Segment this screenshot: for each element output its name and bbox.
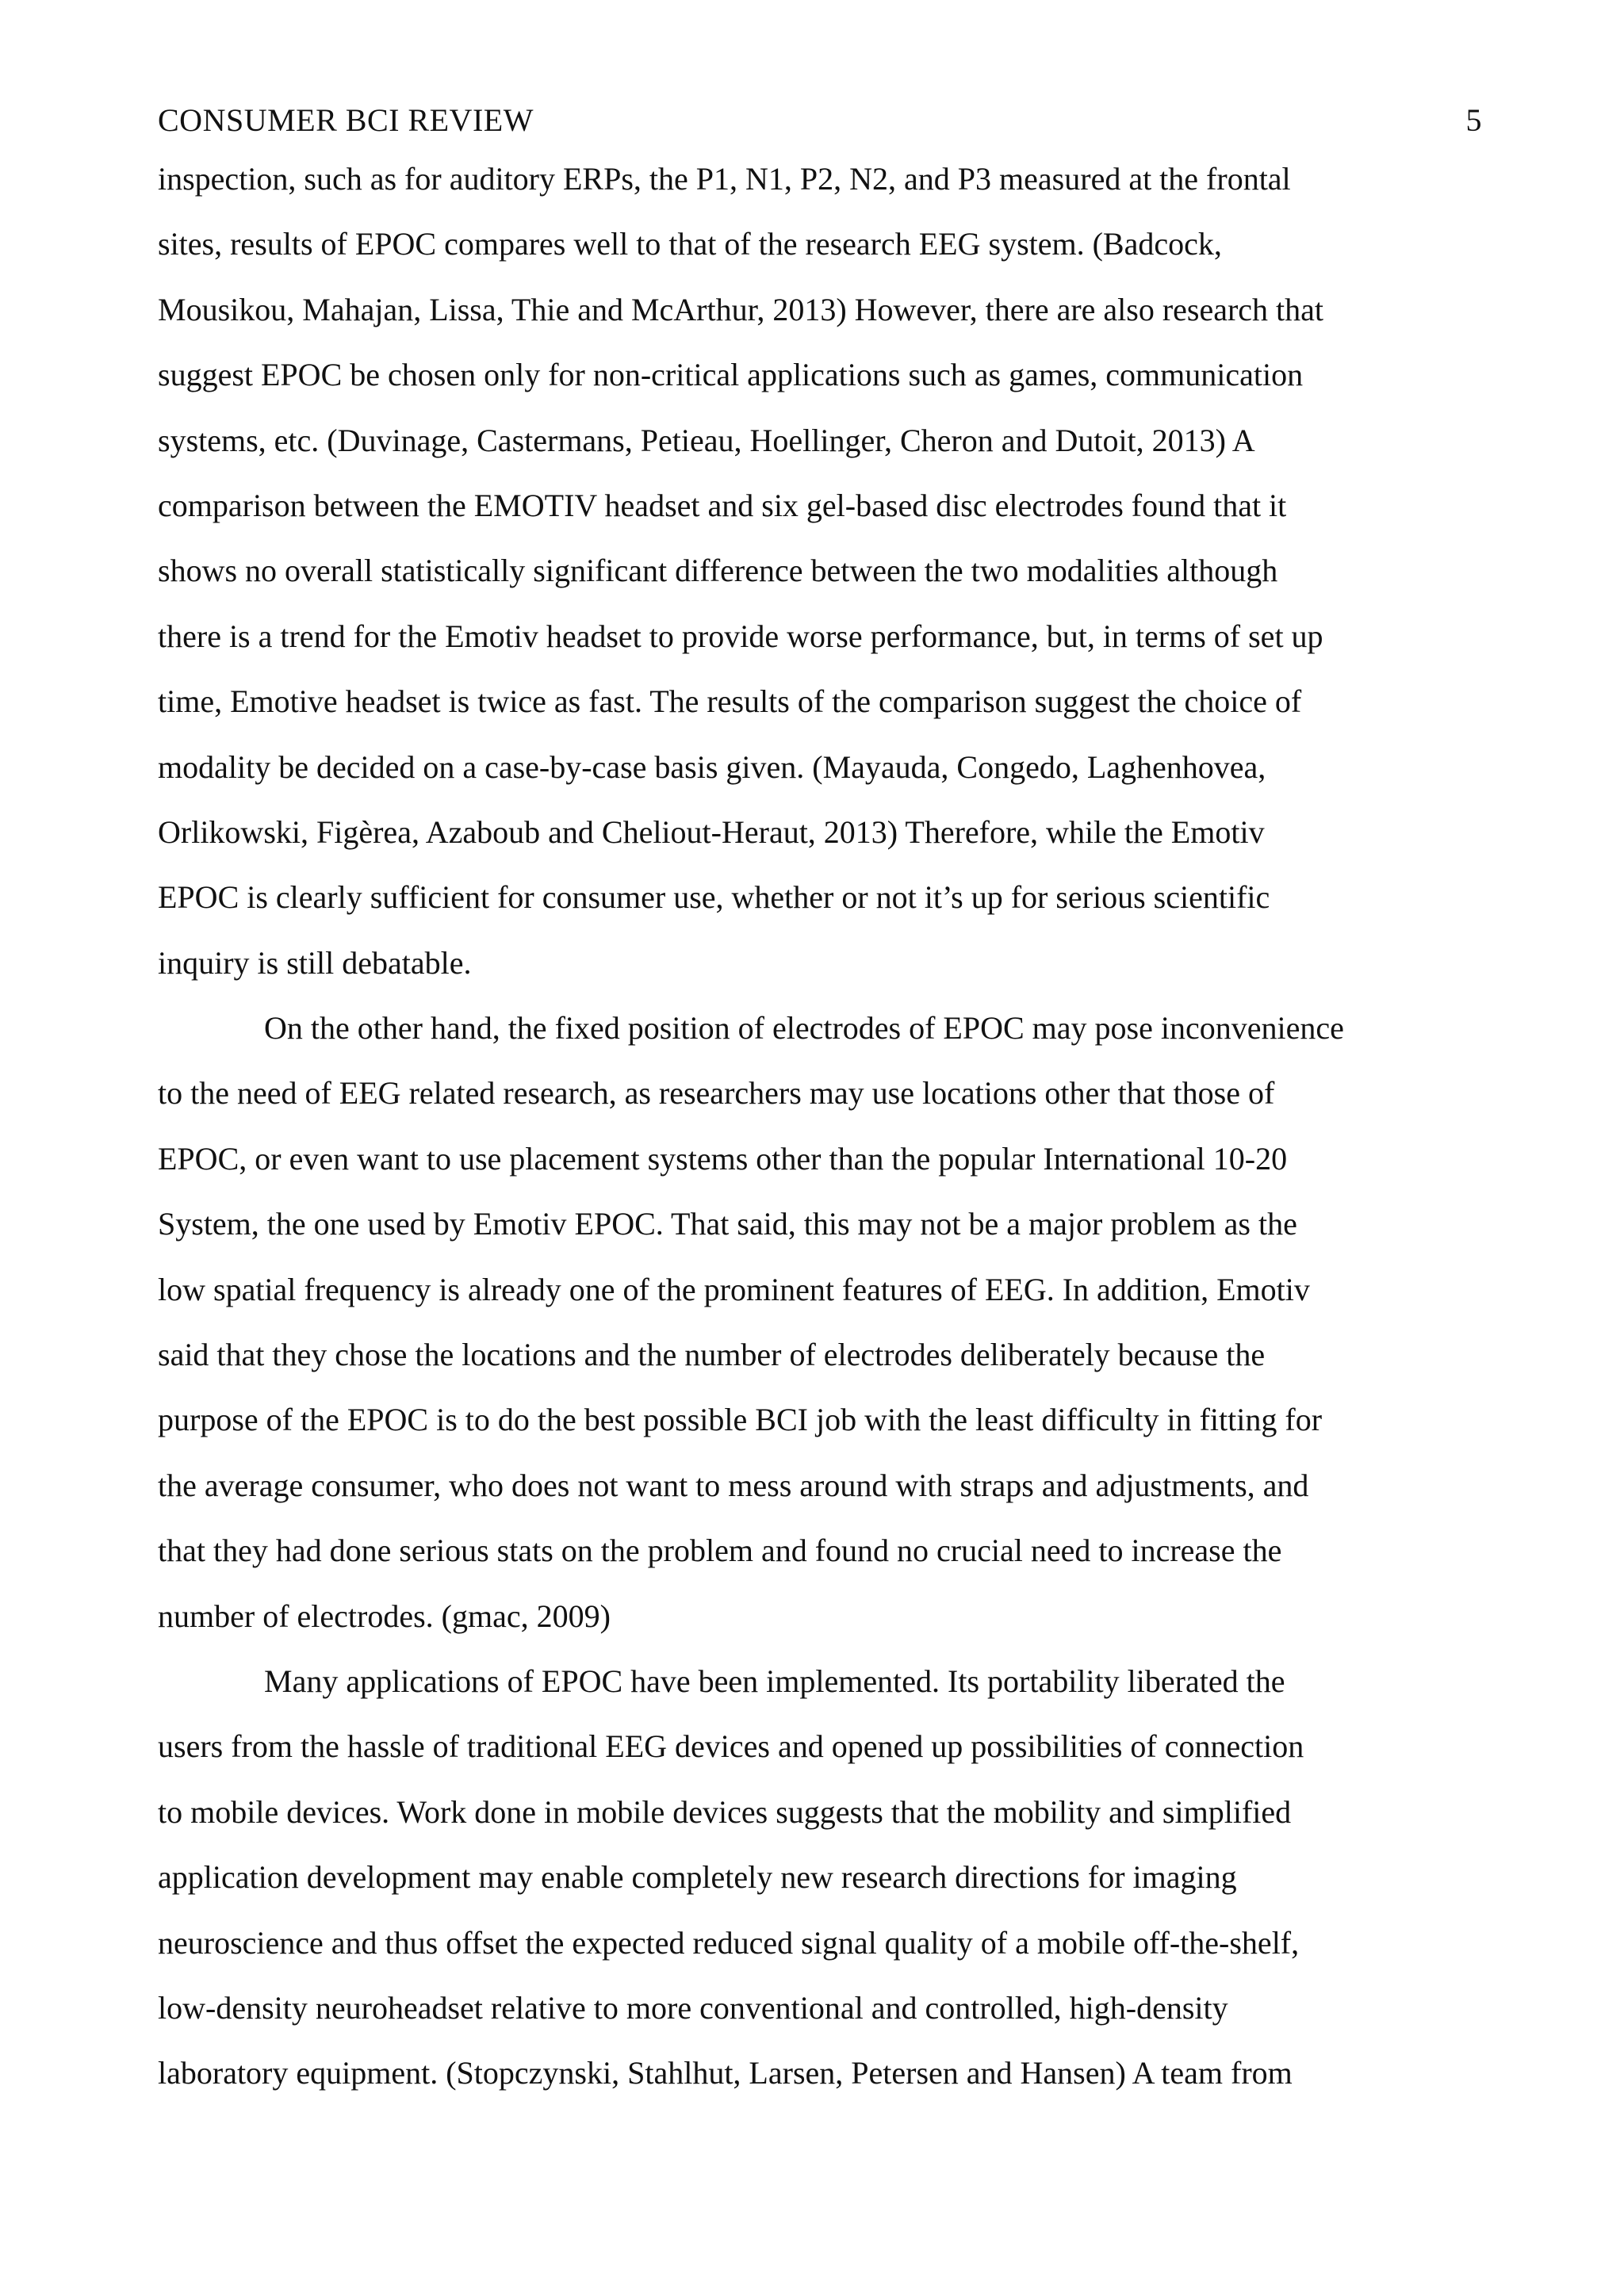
body-text [158,155,1490,2115]
text-line: shows no overall statistically significant difference between the two modalities although [158,553,1278,589]
text-line: there is a trend for the Emotiv headset to provide worse performance, but, in terms of set up [158,618,1323,654]
text-line: Mousikou, Mahajan, Lissa, Thie and McArthur, 2013) However, there are also research that [158,291,1324,327]
text-line: purpose of the EPOC is to do the best possible BCI job with the least difficulty in fitting for [158,1402,1323,1438]
text-line: laboratory equipment. (Stopczynski, Stahlhut, Larsen, Petersen and Hansen) A team from [158,2055,1293,2091]
page-number: 5 [1465,102,1482,138]
text-line: System, the one used by Emotiv EPOC. That said, this may not be a major problem as the [158,1206,1297,1242]
text-line: inspection, such as for auditory ERPs, the P1, N1, P2, N2, and P3 measured at the frontal [158,161,1291,197]
paragraph-first-line: Many applications of EPOC have been implemented. Its portability liberated the [264,1663,1285,1699]
text-line: number of electrodes. (gmac, 2009) [158,1598,611,1634]
text-line: low-density neuroheadset relative to more conventional and controlled, high-density [158,1989,1228,2026]
running-head-title: CONSUMER BCI REVIEW [158,102,534,138]
text-line: application development may enable completely new research directions for imaging [158,1859,1237,1896]
text-line: Orlikowski, Figèrea, Azaboub and Cheliout-Heraut, 2013) Therefore, while the Emotiv [158,813,1265,850]
paragraph-first-line: On the other hand, the fixed position of electrodes of EPOC may pose inconvenience [264,1010,1344,1047]
text-line: sites, results of EPOC compares well to that of the research EEG system. (Badcock, [158,226,1222,262]
text-line: systems, etc. (Duvinage, Castermans, Petieau, Hoellinger, Cheron and Dutoit, 2013) A [158,422,1255,458]
text-line: to the need of EEG related research, as researchers may use locations other that those of [158,1075,1275,1112]
text-line: to mobile devices. Work done in mobile devices suggests that the mobility and simplified [158,1793,1292,1830]
text-line: EPOC, or even want to use placement systems other than the popular International 10-20 [158,1140,1288,1177]
text-line: neuroscience and thus offset the expected reduced signal quality of a mobile off-the-shelf, [158,1924,1300,1961]
text-line: the average consumer, who does not want to mess around with straps and adjustments, and [158,1467,1309,1503]
text-line: comparison between the EMOTIV headset and six gel-based disc electrodes found that it [158,487,1287,523]
text-line: that they had done serious stats on the problem and found no crucial need to increase the [158,1533,1282,1569]
text-line: users from the hassle of traditional EEG devices and opened up possibilities of connection [158,1728,1304,1765]
text-line: suggest EPOC be chosen only for non-critical applications such as games, communication [158,357,1304,393]
text-line: EPOC is clearly sufficient for consumer use, whether or not it’s up for serious scientific [158,879,1270,916]
text-line: modality be decided on a case-by-case basis given. (Mayauda, Congedo, Laghenhovea, [158,748,1266,785]
running-head [158,97,1482,144]
text-line: time, Emotive headset is twice as fast. The results of the comparison suggest the choice of [158,683,1302,720]
text-line: low spatial frequency is already one of the prominent features of EEG. In addition, Emotiv [158,1271,1310,1307]
text-line: said that they chose the locations and the number of electrodes deliberately because the [158,1337,1266,1373]
text-line: inquiry is still debatable. [158,944,472,981]
